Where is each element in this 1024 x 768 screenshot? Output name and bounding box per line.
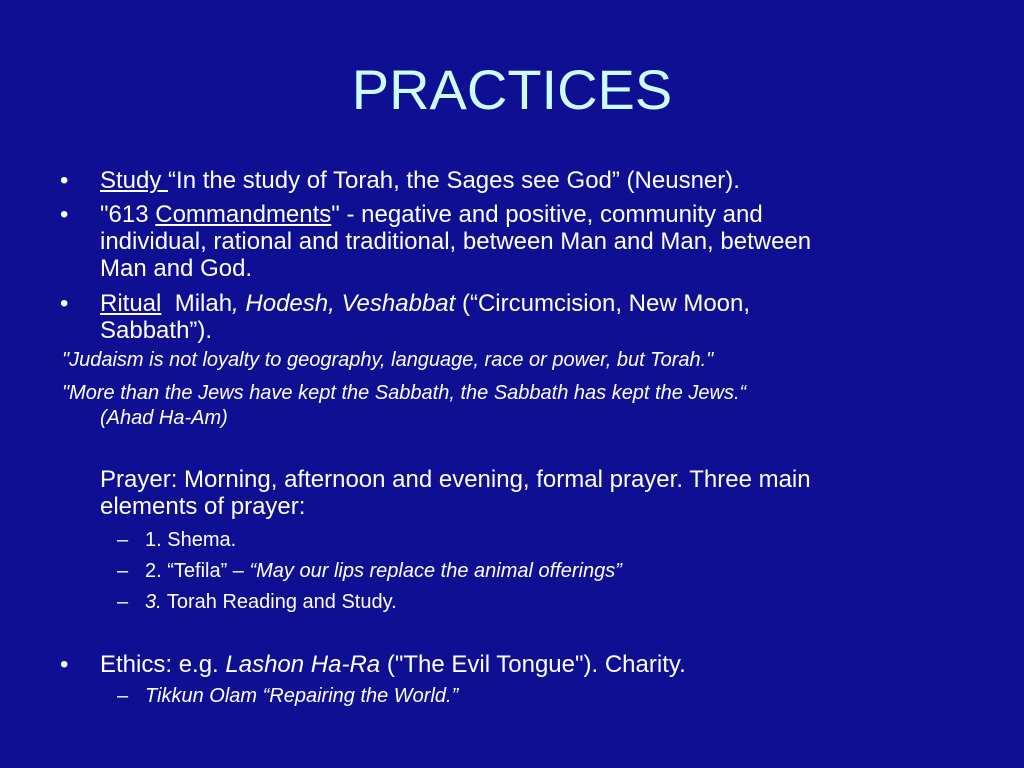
ritual-italic: , Hodesh, Veshabbat: [232, 290, 456, 317]
commandments-line3: Man and God.: [100, 255, 253, 282]
ritual-line2: Sabbath”).: [100, 317, 213, 344]
commandments-pre: "613: [100, 201, 156, 228]
ethics-italic: Lashon Ha-Ra: [225, 651, 381, 678]
dash-marker: –: [117, 560, 129, 582]
study-label: Study: [100, 167, 169, 194]
prayer-item-italic: “May our lips replace the animal offerings”: [249, 560, 622, 582]
prayer-item-number: 3.: [145, 591, 162, 613]
bullet-marker: •: [60, 290, 69, 317]
ethics-pre: Ethics: e.g.: [100, 651, 226, 678]
bullet-commandments: [0, 201, 1000, 282]
quote-torah: "Judaism is not loyalty to geography, language, race or power, but Torah.": [62, 349, 714, 371]
bullet-study: [0, 167, 1000, 194]
ritual-milah: Milah: [161, 290, 233, 317]
ritual-label: Ritual: [100, 290, 162, 317]
prayer-item-text: Torah Reading and Study.: [161, 591, 397, 613]
ethics-sub-text: Tikkun Olam “Repairing the World.”: [145, 685, 459, 707]
ritual-post: (“Circumcision, New Moon,: [455, 290, 751, 317]
quote-sabbath: [62, 381, 1002, 431]
prayer-item-text: 2. “Tefila” –: [145, 560, 250, 582]
commandments-line2: individual, rational and traditional, between Man and Man, between: [100, 228, 812, 255]
ethics-sub-item: [0, 684, 1000, 708]
quote-sabbath-line1: "More than the Jews have kept the Sabbath, the Sabbath has kept the Jews.“: [62, 382, 747, 404]
ethics-post: ("The Evil Tongue"). Charity.: [380, 651, 686, 678]
bullet-marker: •: [60, 167, 69, 194]
dash-marker: –: [117, 529, 129, 551]
prayer-item-tefila: [0, 559, 1000, 583]
slide-title: PRACTICES: [351, 58, 673, 121]
quote-sabbath-attribution: (Ahad Ha-Am): [100, 407, 228, 429]
dash-marker: –: [117, 685, 129, 707]
prayer-item-shema: [0, 528, 1000, 552]
bullet-ethics: [0, 651, 1000, 678]
prayer-item-text: 1. Shema.: [145, 529, 237, 551]
bullet-marker: •: [60, 651, 69, 678]
study-text: “In the study of Torah, the Sages see God” (Neusner).: [168, 167, 740, 194]
commandments-post: " - negative and positive, community and: [331, 201, 763, 228]
dash-marker: –: [117, 591, 129, 613]
prayer-paragraph: [0, 466, 1000, 520]
prayer-line1: Prayer: Morning, afternoon and evening, formal prayer. Three main: [100, 466, 811, 493]
prayer-item-torah-reading: [0, 590, 1000, 614]
bullet-marker: •: [60, 201, 69, 228]
bullet-ritual: [0, 290, 1000, 344]
commandments-label: Commandments: [155, 201, 332, 228]
prayer-line2: elements of prayer:: [100, 493, 306, 520]
